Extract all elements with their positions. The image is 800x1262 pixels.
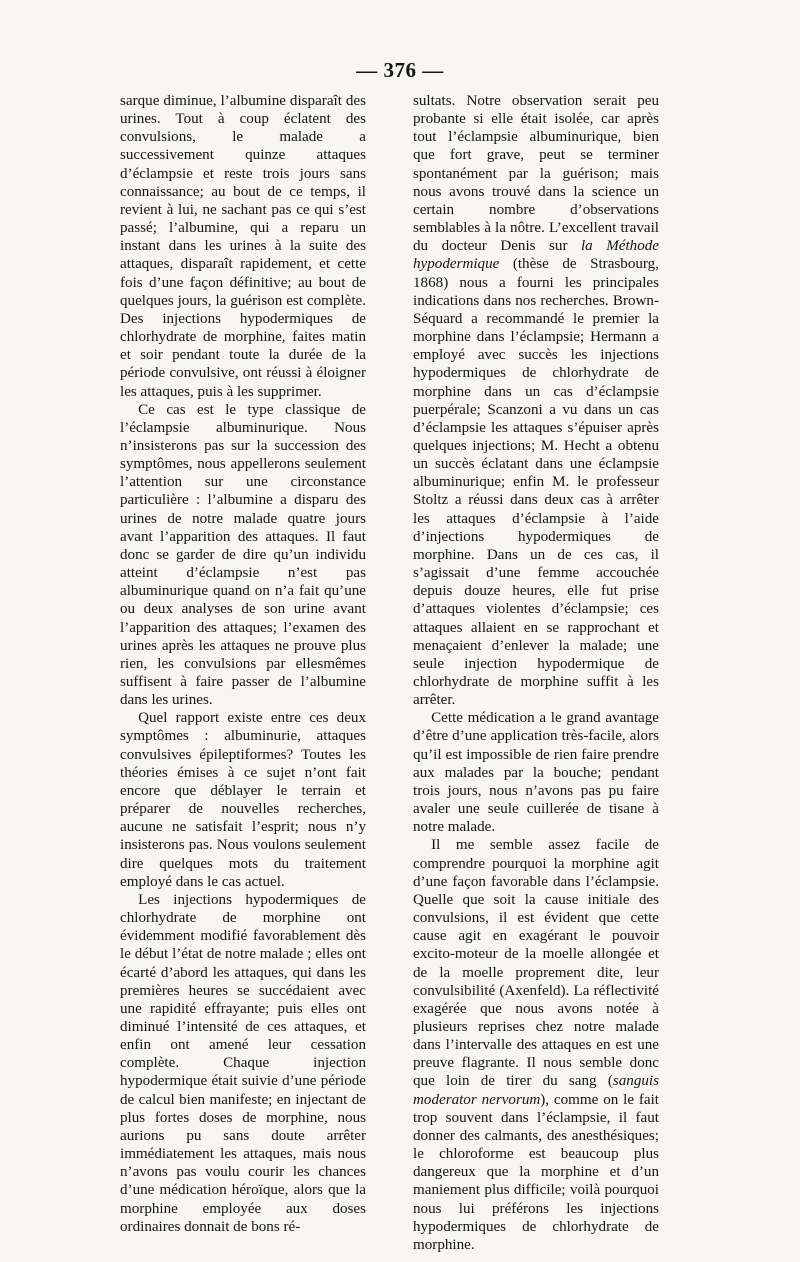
right-paragraph-1 <box>413 92 659 709</box>
right-paragraph-3-text-a: Il me semble assez facile de comprendre pourquoi la morphine agit d’une façon favorable dans l’éclampsie. Quelle que soit la cause initiale des convulsions, il est évident que cette cause agit en exagérant le pouvoir excito-moteur de la moelle allongée et de la moelle proprement dite, leur convulsibilité (Axenfeld). La réflectivité exagérée que nous avons notée à plusieurs reprises chez notre malade dans l’intervalle des attaques en est une preuve flagrante. Il nous semble donc que loin de tirer du sang ( <box>413 837 659 1090</box>
right-column <box>413 92 659 1254</box>
right-paragraph-2: Cette médication a le grand avantage d’être d’une application très-facile, alors qu’il est impossible de rien faire prendre aux malades par la bouche; pendant trois jours, nous n’avons pas pu faire avaler une seule cuillerée de tisane à notre malade. <box>413 710 659 836</box>
right-paragraph-3-text-b: ), comme on le fait trop souvent dans l’éclampsie, il faut donner des calmants, des anesthésiques; le chloroforme est beaucoup plus dangereux que la morphine et d’un maniement plus difficile; voilà pourquoi nous lui préférons les injections hypodermiques de chlorhydrate de morphine. <box>413 1091 659 1253</box>
right-paragraph-3 <box>413 836 659 1254</box>
left-paragraph-2: Ce cas est le type classique de l’éclampsie albuminurique. Nous n’insisterons pas sur la succession des symptômes, nous appellerons seulement l’attention sur une circonstance particulière : l’albumine a disparu des urines de notre malade quatre jours avant l’apparition des attaques. Il faut donc se garder de dire qu’un individu atteint d’éclampsie n’est pas albuminurique quand on n’a fait qu’une ou deux analyses de son urine avant l’apparition des attaques; l’examen des urines après les attaques ne prouve plus rien, les convulsions par ellesmêmes suffisent à faire passer de l’albumine dans les urines. <box>120 401 366 709</box>
right-paragraph-1-text-a: sultats. Notre observation serait peu probante si elle était isolée, car après tout l’éclampsie albuminurique, bien que fort grave, peut se terminer spontanément par la guérison; mais nous avons trouvé dans la science un certain nombre d’observations semblables à la nôtre. L’excellent travail du docteur Denis sur <box>413 93 659 255</box>
right-paragraph-1-text-b: (thèse de Strasbourg, 1868) nous a fourni les principales indications dans nos recherches. Brown-Séquard a recommandé le premier la morphine dans l’éclampsie; Hermann a employé avec succès les injections hypodermiques de chlorhydrate de morphine dans un cas d’éclampsie puerpérale; Scanzoni a vu dans un cas d’éclampsie les attaques s’épuiser après quelques injections; M. Hecht a obtenu un succès éclatant dans une éclampsie albuminurique; enfin M. le professeur Stoltz a réussi dans deux cas à arrêter les attaques d’éclampsie à l’aide d’injections hypodermiques de morphine. Dans un de ces cas, il s’agissait d’une femme accouchée depuis douze heures, elle fut prise d’attaques violentes d’éclampsie; ces attaques allaient en se rapprochant et menaçaient d’enlever la malade; une seule injection hypodermique de chlorhydrate de morphine suffit à les arrêter. <box>413 256 659 709</box>
left-paragraph-4: Les injections hypodermiques de chlorhydrate de morphine ont évidemment modifié favorablement dès le début l’état de notre malade ; elles ont écarté d’abord les attaques, qui dans les premières heures se succédaient avec une rapidité effrayante; puis elles ont diminué l’intensité de ces attaques, et enfin ont amené leur cessation complète. Chaque injection hypodermique était suivie d’une période de calcul bien manifeste; en injectant de plus fortes doses de morphine, nous aurions pu sans doute arrêter immédiatement les attaques, mais nous n’avons pas voulu courir les chances d’une médication héroïque, alors que la morphine employée aux doses ordinaires donnait de bons ré- <box>120 891 366 1235</box>
latin-phrase: sanguis moderator nervorum <box>413 1073 659 1108</box>
left-paragraph-3: Quel rapport existe entre ces deux symptômes : albuminurie, attaques convulsives épileptiformes? Toutes les théories émises à ce sujet n’ont fait encore que déblayer le terrain et préparer de nouvelles recherches, aucune ne satisfait l’esprit; nous n’y insisterons pas. Nous voulons seulement dire quelques mots du traitement employé dans le cas actuel. <box>120 710 366 890</box>
page-number: — 376 — <box>356 58 444 82</box>
left-column <box>120 92 366 1236</box>
thesis-title: la Méthode hypodermique <box>413 238 660 273</box>
left-paragraph-1: sarque diminue, l’albumine disparaît des urines. Tout à coup éclatent des convulsions, le malade a successivement quinze attaques d’éclampsie et reste trois jours sans connaissance; au bout de ce temps, il revient à lui, ne sachant pas ce qui s’est passé; l’albumine, qui a reparu un instant dans les urines à la suite des attaques, disparaît rapidement, et cette fois d’une façon définitive; au bout de quelques jours, la guérison est complète. Des injections hypodermiques de chlorhydrate de morphine, faites matin et soir pendant toute la durée de la période convulsive, ont réussi à éloigner les attaques, puis à les supprimer. <box>120 93 366 400</box>
